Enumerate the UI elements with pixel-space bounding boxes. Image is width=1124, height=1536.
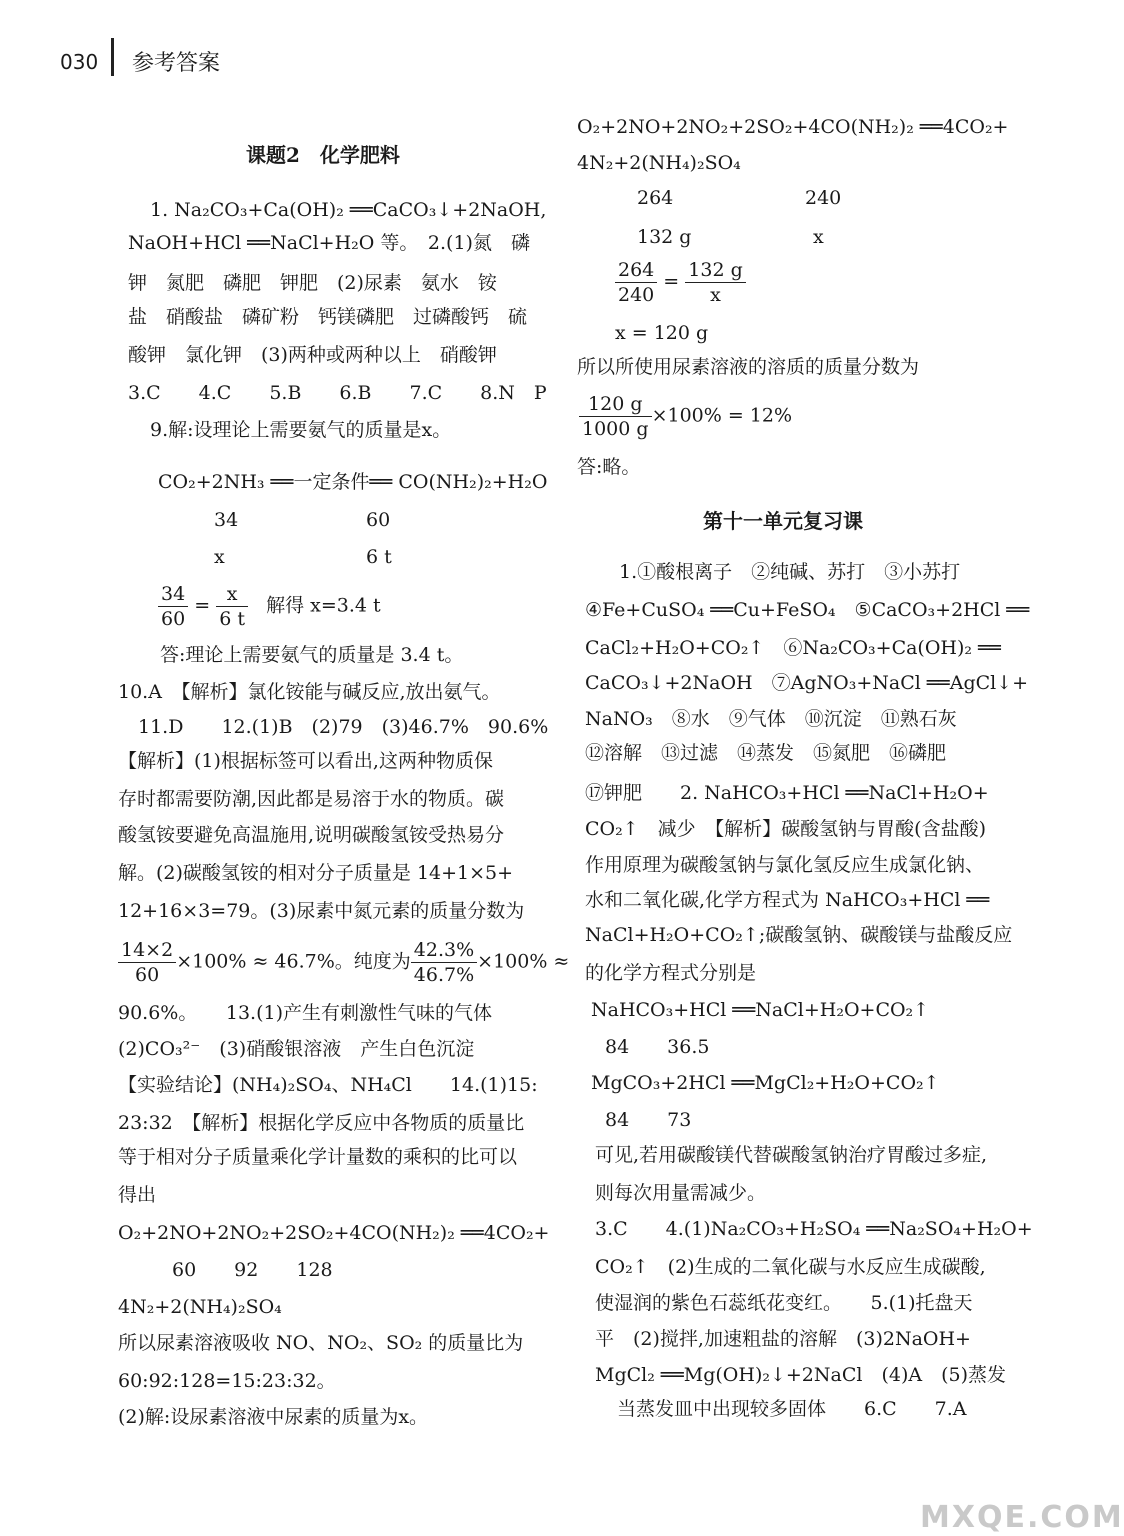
text-line: ⑰钾肥 2. NaHCO₃+HCl ══NaCl+H₂O+ xyxy=(585,782,989,804)
fraction-equation-1: $\frac{34}{60}$ = $\frac{x}{6 t}$ 解得 x=3.4 t xyxy=(158,582,381,631)
text-line: 60 xyxy=(366,509,391,531)
text-line: MgCO₃+2HCl ══MgCl₂+H₂O+CO₂↑ xyxy=(591,1072,940,1094)
text-line: CO₂+2NH₃ ══一定条件══ CO(NH₂)₂+H₂O xyxy=(158,471,548,493)
fraction: $\frac{132 g}{x}$ xyxy=(685,258,745,307)
text-line: O₂+2NO+2NO₂+2SO₂+4CO(NH₂)₂ ══4CO₂+ xyxy=(118,1222,550,1244)
text-line: 答:略。 xyxy=(577,456,641,478)
text-line: 当蒸发皿中出现较多固体 6.C 7.A xyxy=(617,1398,967,1420)
text-line: 所以所使用尿素溶液的溶质的质量分数为 xyxy=(577,356,920,378)
text-line: 等于相对分子质量乘化学计量数的乘积的比可以 xyxy=(118,1146,518,1168)
text-line: 84 73 xyxy=(605,1109,692,1131)
text-line: 酸氢铵要避免高温施用,说明碳酸氢铵受热易分 xyxy=(118,824,505,846)
text-line: 4N₂+2(NH₄)₂SO₄ xyxy=(577,152,741,174)
text-line: 60:92:128=15:23:32。 xyxy=(118,1370,336,1392)
text-line: NaCl+H₂O+CO₂↑;碳酸氢钠、碳酸镁与盐酸反应 xyxy=(585,924,1013,946)
text-line: 3.C 4.(1)Na₂CO₃+H₂SO₄ ══Na₂SO₄+H₂O+ xyxy=(595,1218,1033,1240)
text-line: 解。(2)碳酸氢铵的相对分子质量是 14+1×5+ xyxy=(118,862,514,884)
text-line: 11.D 12.(1)B (2)79 (3)46.7% 90.6% xyxy=(138,716,549,738)
text-line: 23:32 【解析】根据化学反应中各物质的质量比 xyxy=(118,1112,525,1134)
text-line: 【实验结论】(NH₄)₂SO₄、NH₄Cl 14.(1)15: xyxy=(118,1074,538,1096)
text-line: 60 92 128 xyxy=(172,1259,333,1281)
text-line: CO₂↑ (2)生成的二氧化碳与水反应生成碳酸, xyxy=(595,1256,986,1278)
header-title: 参考答案 xyxy=(132,51,221,76)
text-line: x xyxy=(813,226,824,248)
text-line: NaHCO₃+HCl ══NaCl+H₂O+CO₂↑ xyxy=(591,999,930,1021)
fraction: $\frac{120 g}{1000 g}$ xyxy=(579,392,652,441)
section-title: 第十一单元复习课 xyxy=(703,509,863,533)
text-line: 水和二氧化碳,化学方程式为 NaHCO₃+HCl ══ xyxy=(585,889,990,911)
text-line: 132 g xyxy=(637,226,692,248)
page-number: 030 xyxy=(60,50,99,74)
text-line: 存时都需要防潮,因此都是易溶于水的物质。碳 xyxy=(118,788,505,810)
text-line: CaCl₂+H₂O+CO₂↑ ⑥Na₂CO₃+Ca(OH)₂ ══ xyxy=(585,637,1001,659)
text-line: 使湿润的紫色石蕊纸花变红。 5.(1)托盘天 xyxy=(595,1292,973,1314)
text-line: ⑫溶解 ⑬过滤 ⑭蒸发 ⑮氮肥 ⑯磷肥 xyxy=(585,742,947,764)
text-line: x xyxy=(214,546,225,568)
text-line: 6 t xyxy=(366,546,392,568)
text-line: 平 (2)搅拌,加速粗盐的溶解 (3)2NaOH+ xyxy=(595,1328,971,1350)
text-line: CaCO₃↓+2NaOH ⑦AgNO₃+NaCl ══AgCl↓+ xyxy=(585,672,1029,694)
text-line: 所以尿素溶液吸收 NO、NO₂、SO₂ 的质量比为 xyxy=(118,1332,524,1354)
section-title: 课题2 化学肥料 xyxy=(246,143,400,167)
text-line: MgCl₂ ══Mg(OH)₂↓+2NaCl (4)A (5)蒸发 xyxy=(595,1364,1007,1386)
text-line: 可见,若用碳酸镁代替碳酸氢钠治疗胃酸过多症, xyxy=(595,1144,988,1166)
fraction: $\frac{x}{6 t}$ xyxy=(216,582,248,631)
fraction: $\frac{14\times 2}{60}$ xyxy=(118,938,176,987)
fraction-equation-2: $\frac{14\times 2}{60}$ ×100% ≈ 46.7%。纯度为 $\frac{42.3\%}{46.7\%}$ ×100% ≈ xyxy=(118,938,569,987)
text-line: 264 xyxy=(637,187,674,209)
text-line: 【解析】(1)根据标签可以看出,这两种物质保 xyxy=(118,750,493,772)
text-line: NaNO₃ ⑧水 ⑨气体 ⑩沉淀 ⑪熟石灰 xyxy=(585,708,957,730)
fraction-equation-3: $\frac{264}{240}$ = $\frac{132 g}{x}$ xyxy=(615,258,746,307)
fraction-equation-4: $\frac{120 g}{1000 g}$ ×100% = 12% xyxy=(579,392,792,441)
text-line: 4N₂+2(NH₄)₂SO₄ xyxy=(118,1296,282,1318)
text-line: 240 xyxy=(805,187,842,209)
text-line: 钾 氮肥 磷肥 钾肥 (2)尿素 氨水 铵 xyxy=(128,272,497,294)
text-line: 10.A 【解析】氯化铵能与碱反应,放出氨气。 xyxy=(118,681,501,703)
text-line: 90.6%。 13.(1)产生有刺激性气味的气体 xyxy=(118,1002,492,1024)
text-line: NaOH+HCl ══NaCl+H₂O 等。 2.(1)氮 磷 xyxy=(128,232,530,254)
watermark-text: MXQE.COM xyxy=(920,1500,1124,1535)
text-line: (2)解:设尿素溶液中尿素的质量为x。 xyxy=(118,1406,429,1428)
text-line: 盐 硝酸盐 磷矿粉 钙镁磷肥 过磷酸钙 硫 xyxy=(128,306,528,328)
text-line: 答:理论上需要氨气的质量是 3.4 t。 xyxy=(160,644,464,666)
text-line: 12+16×3=79。(3)尿素中氮元素的质量分数为 xyxy=(118,900,525,922)
text-line: (2)CO₃²⁻ (3)硝酸银溶液 产生白色沉淀 xyxy=(118,1038,475,1060)
fraction: $\frac{42.3\%}{46.7\%}$ xyxy=(411,938,477,987)
fraction: $\frac{264}{240}$ xyxy=(615,258,657,307)
text-line: 酸钾 氯化钾 (3)两种或两种以上 硝酸钾 xyxy=(128,344,497,366)
text-line: 34 xyxy=(214,509,239,531)
text-line: 得出 xyxy=(118,1184,157,1206)
text-line: ④Fe+CuSO₄ ══Cu+FeSO₄ ⑤CaCO₃+2HCl ══ xyxy=(585,599,1030,621)
text-line: 的化学方程式分别是 xyxy=(585,962,757,984)
text-line: x = 120 g xyxy=(615,322,709,344)
text-line: 1. Na₂CO₃+Ca(OH)₂ ══CaCO₃↓+2NaOH, xyxy=(150,199,547,221)
header-divider xyxy=(111,38,114,76)
text-line: 3.C 4.C 5.B 6.B 7.C 8.N P xyxy=(128,382,547,404)
text-line: CO₂↑ 减少 【解析】碳酸氢钠与胃酸(含盐酸) xyxy=(585,818,986,840)
text-line: 84 36.5 xyxy=(605,1036,710,1058)
text-line: O₂+2NO+2NO₂+2SO₂+4CO(NH₂)₂ ══4CO₂+ xyxy=(577,116,1009,138)
text-line: 则每次用量需减少。 xyxy=(595,1182,767,1204)
text-line: 作用原理为碳酸氢钠与氯化氢反应生成氯化钠、 xyxy=(585,854,985,876)
text-line: 1.①酸根离子 ②纯碱、苏打 ③小苏打 xyxy=(619,561,961,583)
fraction: $\frac{34}{60}$ xyxy=(158,582,188,631)
text-line: 9.解:设理论上需要氨气的质量是x。 xyxy=(150,419,452,441)
